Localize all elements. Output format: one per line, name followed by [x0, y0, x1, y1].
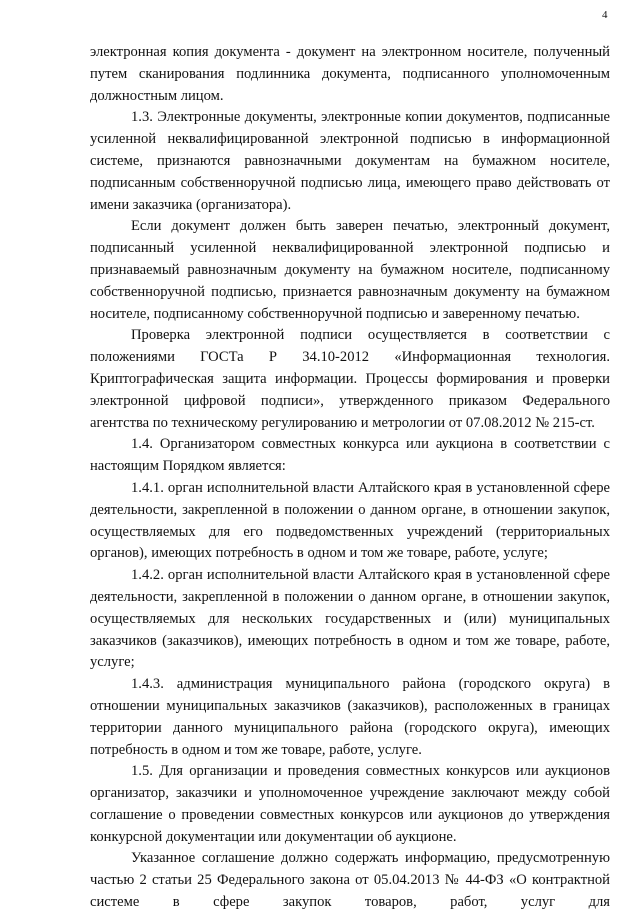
- paragraph-electronic-copy-definition: электронная копия документа - документ на электронном носителе, полученный путем сканирования подлинника документа, подписанного уполномоченным должностным лицом.: [90, 44, 610, 104]
- paragraph-1-4-2: 1.4.2. орган исполнительной власти Алтайского края в установленной сфере деятельности, закрепленной в положении о данном органе, в отношении закупок, осуществляемых для нескольких государственных и (или) муниципальных заказчиков (заказчиков), имеющих потребность в одном и том же товаре, работе, услуге;: [90, 567, 610, 671]
- paragraph-1-3: 1.3. Электронные документы, электронные копии документов, подписанные усиленной неквалифицированной электронной подписью в информационной системе, признаются равнозначными документам на бумажном носителе, подписанным собственноручной подписью лица, имеющего право действовать от имени заказчика (организатора).: [90, 109, 610, 213]
- page-number: 4: [602, 9, 608, 21]
- paragraph-1-5: 1.5. Для организации и проведения совместных конкурсов или аукционов организатор, заказчики и уполномоченное учреждение заключают между собой соглашение о проведении совместных конкурсов или аукционов до утверждения конкурсной документации или документации об аукционе.: [90, 763, 610, 845]
- paragraph-1-4-1: 1.4.1. орган исполнительной власти Алтайского края в установленной сфере деятельности, закрепленной в положении о данном органе, в отношении закупок, осуществляемых для его подведомственных учреждений (территориальных органов), имеющих потребность в одном и том же товаре, работе, услуге;: [90, 479, 610, 562]
- paragraph-1-4: 1.4. Организатором совместных конкурса или аукциона в соответствии с настоящим Порядком является:: [90, 436, 610, 475]
- paragraph-agreement-content: Указанное соглашение должно содержать информацию, предусмотренную частью 2 статьи 25 Федерального закона от 05.04.2013 № 44-ФЗ «О контрактной системе в сфере закупок товаров, работ, услуг для: [90, 850, 610, 911]
- document-body: [90, 42, 610, 914]
- paragraph-signature-verification: Проверка электронной подписи осуществляется в соответствии с положениями ГОСТа Р 34.10-2012 «Информационная технология. Криптографическая защита информации. Процессы формирования и проверки электронной цифровой подписи», утвержденного приказом Федерального агентства по техническому регулированию и метрологии от 07.08.2012 № 215-ст.: [90, 327, 610, 431]
- paragraph-stamp-requirement: Если документ должен быть заверен печатью, электронный документ, подписанный усиленной неквалифицированной электронной подписью и признаваемый равнозначным документу на бумажном носителе, подписанному собственноручной подписью, признается равнозначным документу на бумажном носителе, подписанному собственноручной подписью и заверенному печатью.: [90, 218, 610, 322]
- paragraph-1-4-3: 1.4.3. администрация муниципального района (городского округа) в отношении муниципальных заказчиков (заказчиков), расположенных в границах территории данного муниципального района (городского округа), имеющих потребность в одном и том же товаре, работе, услуге.: [90, 676, 610, 758]
